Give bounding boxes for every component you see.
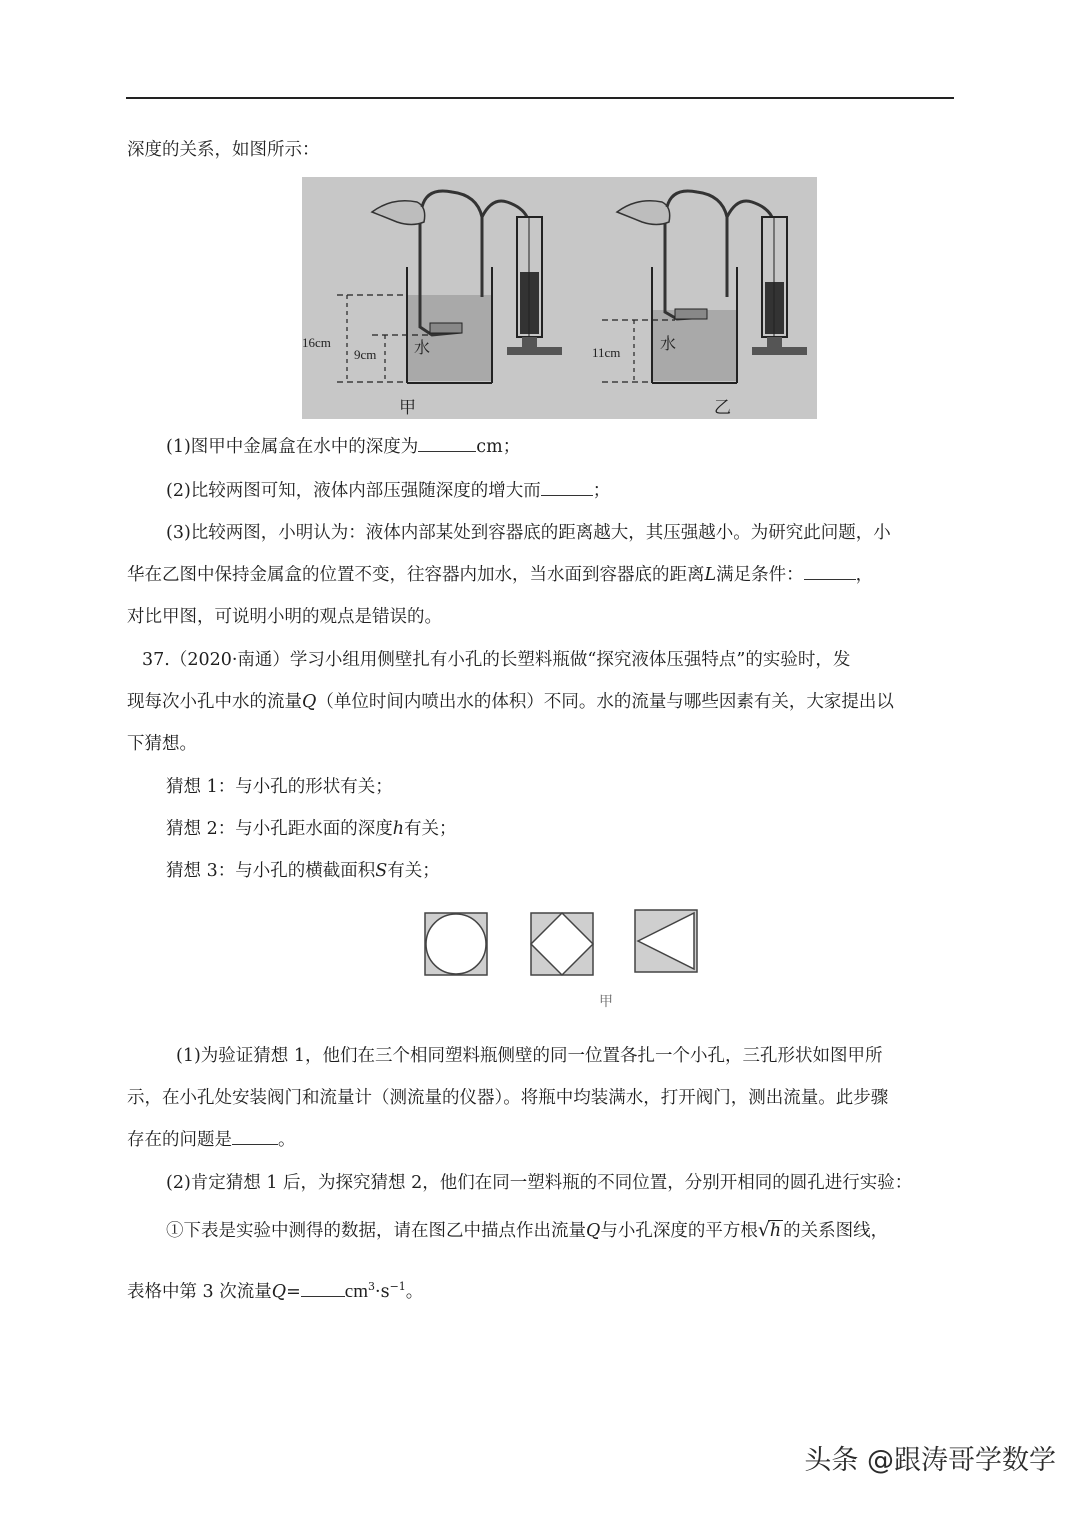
dim-9cm: 9cm bbox=[354, 347, 377, 362]
sqrt-h: √ h bbox=[757, 1219, 782, 1241]
figure-label-yi: 乙 bbox=[714, 398, 731, 418]
question-2: (2)比较两图可知，液体内部压强随深度的增大而 ； bbox=[166, 481, 611, 501]
step-1-line-2: 示，在小孔处安装阀门和流量计（测流量的仪器）。将瓶中均装满水，打开阀门，测出流量。此步骤 bbox=[127, 1088, 889, 1108]
answer-blank[interactable] bbox=[418, 451, 476, 452]
guess-3: 猜想 3：与小孔的横截面积S有关； bbox=[166, 861, 440, 881]
pressure-experiment-figure bbox=[302, 177, 817, 419]
figure-label-jia: 甲 bbox=[399, 398, 416, 418]
step-1-line-3: 存在的问题是 。 bbox=[127, 1130, 296, 1150]
answer-blank[interactable] bbox=[301, 1296, 345, 1297]
problem-37-line-1: 37.（2020·南通）学习小组用侧壁扎有小孔的长塑料瓶做“探究液体压强特点”的实验时，发 bbox=[142, 650, 851, 670]
answer-blank[interactable] bbox=[232, 1144, 278, 1145]
problem-37-line-2: 现每次小孔中水的流量Q（单位时间内喷出水的体积）不同。水的流量与哪些因素有关，大家提出以 bbox=[127, 692, 894, 712]
question-1: (1)图甲中金属盒在水中的深度为 cm； bbox=[166, 437, 521, 457]
question-3-line-2: 华在乙图中保持金属盒的位置不变，往容器内加水，当水面到容器底的距离L满足条件： ， bbox=[127, 565, 874, 585]
step-3-line-1: ①下表是实验中测得的数据，请在图乙中描点作出流量Q与小孔深度的平方根 √ h 的关系图线， bbox=[166, 1219, 889, 1241]
figure-caption-jia: 甲 bbox=[599, 994, 613, 1010]
dim-16cm: 16cm bbox=[302, 335, 331, 350]
answer-blank[interactable] bbox=[804, 579, 856, 580]
step-2: (2)肯定猜想 1 后，为探究猜想 2，他们在同一塑料瓶的不同位置，分别开相同的圆孔进行实验： bbox=[166, 1173, 913, 1193]
header-rule bbox=[126, 97, 954, 99]
water-label-right: 水 bbox=[660, 334, 677, 353]
guess-2: 猜想 2：与小孔距水面的深度h有关； bbox=[166, 819, 457, 839]
question-3-line-3: 对比甲图，可说明小明的观点是错误的。 bbox=[127, 607, 442, 627]
watermark: 头条 @跟涛哥学数学 bbox=[804, 1445, 1056, 1476]
step-3-line-2: 表格中第 3 次流量$Q= cm^3\cdot s^{-1}$。 bbox=[127, 1280, 424, 1302]
hole-shapes-figure bbox=[420, 905, 705, 1010]
text-line: 深度的关系，如图所示： bbox=[127, 140, 320, 160]
problem-37-line-3: 下猜想。 bbox=[127, 734, 197, 754]
water-label-left: 水 bbox=[414, 338, 431, 357]
dim-11cm: 11cm bbox=[592, 345, 621, 360]
answer-blank[interactable] bbox=[541, 495, 593, 496]
question-3-line-1: (3)比较两图，小明认为：液体内部某处到容器底的距离越大，其压强越小。为研究此问题，小 bbox=[166, 523, 891, 543]
step-1-line-1: (1)为验证猜想 1，他们在三个相同塑料瓶侧壁的同一位置各扎一个小孔，三孔形状如图甲所 bbox=[176, 1046, 883, 1066]
guess-1: 猜想 1：与小孔的形状有关； bbox=[166, 777, 393, 797]
circle-hole-icon bbox=[426, 914, 486, 974]
